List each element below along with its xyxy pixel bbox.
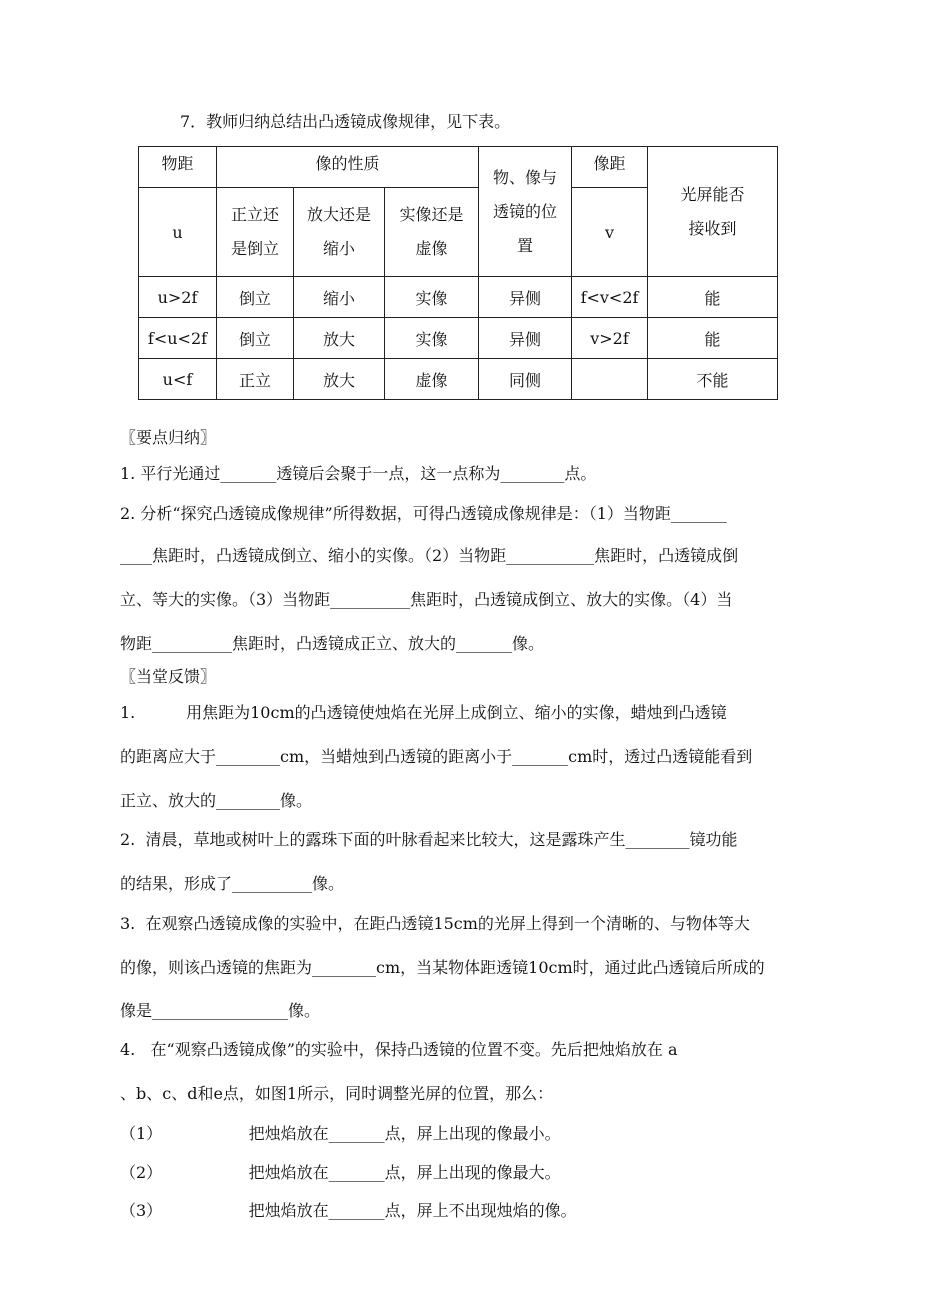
subheader-size-line-1: 放大还是 — [306, 205, 371, 224]
cell-position: 异侧 — [479, 277, 572, 318]
header-screen-line-1: 光屏能否 — [680, 184, 745, 204]
cell-screen: 能 — [648, 277, 778, 318]
feedback-line: 、b、c、d和e点，如图1所示，同时调整光屏的位置，那么： — [120, 1084, 554, 1103]
cell-position: 同侧 — [479, 359, 572, 400]
feedback-line: 的距离应大于________cm，当蜡烛到凸透镜的距离小于_______cm时，透过凸透镜能看到 — [120, 747, 753, 766]
subheader-real-line-2: 虚像 — [415, 239, 448, 258]
cell-real: 实像 — [385, 318, 479, 359]
key-points-heading: 〖要点归纳〗 — [120, 428, 217, 447]
subheader-erect — [217, 188, 294, 277]
header-image-distance: 像距 — [572, 147, 648, 188]
cell-erect: 正立 — [217, 359, 294, 400]
header-screen-line-2: 接收到 — [688, 218, 737, 238]
cell-v: f<v<2f — [572, 277, 648, 318]
cell-u: f<u<2f — [139, 318, 217, 359]
cell-screen: 不能 — [648, 359, 778, 400]
key-point-line: 2. 分析“探究凸透镜成像规律”所得数据，可得凸透镜成像规律是：（1）当物距_______ — [120, 504, 727, 523]
key-point-line: 立、等大的实像。（3）当物距__________焦距时，凸透镜成倒立、放大的实像。（4）当 — [120, 590, 733, 609]
subheader-erect-line-2: 是倒立 — [230, 239, 279, 258]
header-screen — [648, 147, 778, 277]
feedback-line: 的像，则该凸透镜的焦距为________cm，当某物体距透镜10cm时，通过此凸透镜后所成的 — [120, 958, 765, 977]
header-position-line-3: 置 — [516, 235, 533, 255]
key-point-line: 1. 平行光通过_______透镜后会聚于一点，这一点称为________点。 — [120, 464, 597, 483]
subheader-real-line-1: 实像还是 — [399, 205, 464, 224]
header-position-line-2: 透镜的位 — [492, 201, 557, 221]
cell-erect: 倒立 — [217, 277, 294, 318]
cell-real: 实像 — [385, 277, 479, 318]
feedback-line: 3. 在观察凸透镜成像的实验中，在距凸透镜15cm的光屏上得到一个清晰的、与物体等大 — [120, 914, 750, 933]
lens-imaging-table — [138, 146, 778, 400]
key-point-line: 物距__________焦距时，凸透镜成正立、放大的_______像。 — [120, 634, 545, 653]
cell-v — [572, 359, 648, 400]
cell-size: 缩小 — [294, 277, 385, 318]
feedback-subitem: （1） 把烛焰放在_______点，屏上出现的像最小。 — [120, 1124, 561, 1143]
feedback-subitem: （2） 把烛焰放在_______点，屏上出现的像最大。 — [120, 1163, 561, 1182]
key-point-line: ____焦距时，凸透镜成倒立、缩小的实像。（2）当物距___________焦距时，凸透镜成倒 — [120, 546, 739, 565]
cell-size: 放大 — [294, 318, 385, 359]
subheader-real — [385, 188, 479, 277]
cell-erect: 倒立 — [217, 318, 294, 359]
table-row — [139, 318, 778, 359]
table-row — [139, 359, 778, 400]
subheader-size — [294, 188, 385, 277]
feedback-line: 4. 在“观察凸透镜成像”的实验中，保持凸透镜的位置不变。先后把烛焰放在 a — [120, 1040, 678, 1059]
feedback-line: 像是_________________像。 — [120, 1001, 321, 1020]
cell-screen: 能 — [648, 318, 778, 359]
feedback-line: 的结果，形成了__________像。 — [120, 874, 345, 893]
cell-u: u>2f — [139, 277, 217, 318]
cell-v: v>2f — [572, 318, 648, 359]
feedback-subitem: （3） 把烛焰放在_______点，屏上不出现烛焰的像。 — [120, 1201, 577, 1220]
subheader-u: u — [139, 188, 217, 277]
cell-size: 放大 — [294, 359, 385, 400]
subheader-v: v — [572, 188, 648, 277]
header-image-nature: 像的性质 — [217, 147, 479, 188]
intro-line: 7．教师归纳总结出凸透镜成像规律，见下表。 — [180, 112, 511, 131]
feedback-line: 正立、放大的________像。 — [120, 791, 313, 810]
table-row — [139, 277, 778, 318]
subheader-erect-line-1: 正立还 — [230, 205, 279, 224]
subheader-size-line-2: 缩小 — [322, 239, 355, 258]
feedback-line: 2. 清晨，草地或树叶上的露珠下面的叶脉看起来比较大，这是露珠产生________镜功能 — [120, 830, 738, 849]
feedback-line: 1. 用焦距为10cm的凸透镜使烛焰在光屏上成倒立、缩小的实像，蜡烛到凸透镜 — [120, 703, 727, 722]
cell-u: u<f — [139, 359, 217, 400]
cell-position: 异侧 — [479, 318, 572, 359]
header-position-line-1: 物、像与 — [492, 167, 557, 187]
feedback-heading: 〖当堂反馈〗 — [120, 667, 217, 686]
header-object-distance: 物距 — [139, 147, 217, 188]
cell-real: 虚像 — [385, 359, 479, 400]
header-position — [479, 147, 572, 277]
